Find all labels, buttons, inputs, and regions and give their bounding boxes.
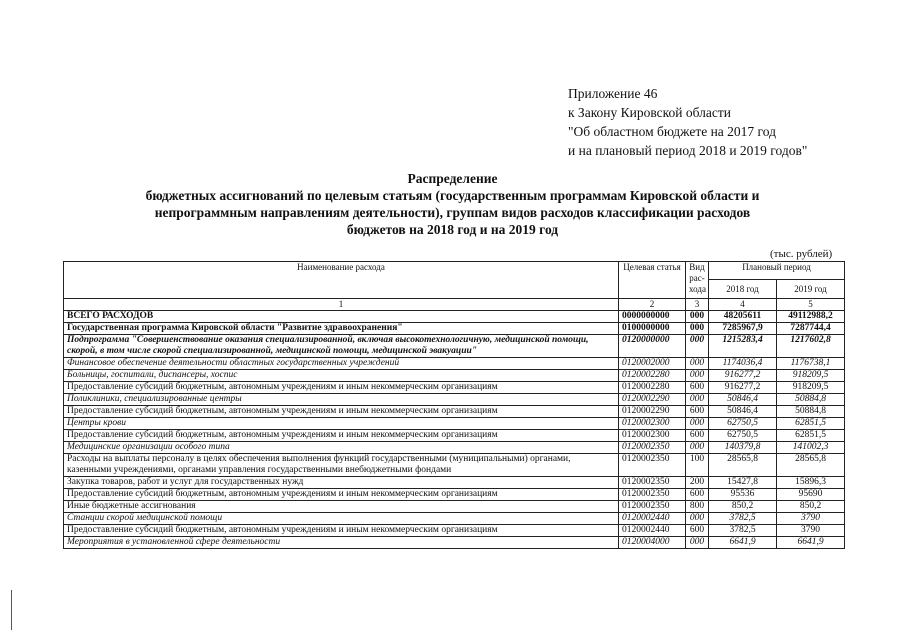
table-row bbox=[64, 394, 845, 406]
row-value-2019: 6641,9 bbox=[777, 537, 845, 549]
table-row bbox=[64, 513, 845, 525]
row-name: Подпрограмма "Совершенствование оказания специализированной, включая высокотехнологичную, медицинской помощи, скорой, в том числе скорой специализированной, медицинской помощи, медицинской эвакуации" bbox=[64, 335, 619, 358]
row-kind: 600 bbox=[686, 382, 709, 394]
table-row bbox=[64, 335, 845, 358]
row-value-2019: 918209,5 bbox=[777, 382, 845, 394]
row-kind: 000 bbox=[686, 537, 709, 549]
table-row bbox=[64, 477, 845, 489]
column-numbers-row bbox=[64, 299, 845, 311]
row-kind: 000 bbox=[686, 394, 709, 406]
row-value-2019: 1217602,8 bbox=[777, 335, 845, 358]
row-name: Предоставление субсидий бюджетным, автономным учреждениям и иным некоммерческим организациям bbox=[64, 382, 619, 394]
header-name: Наименование расхода bbox=[64, 262, 619, 299]
row-value-2019: 62851,5 bbox=[777, 430, 845, 442]
row-value-2019: 15896,3 bbox=[777, 477, 845, 489]
table-row bbox=[64, 323, 845, 335]
table-row bbox=[64, 311, 845, 323]
title-line-1: Распределение bbox=[407, 171, 498, 186]
row-name: Мероприятия в установленной сфере деятельности bbox=[64, 537, 619, 549]
budget-table bbox=[63, 261, 845, 549]
table-row bbox=[64, 501, 845, 513]
table-row bbox=[64, 537, 845, 549]
row-value-2018: 916277,2 bbox=[709, 382, 777, 394]
row-name: Предоставление субсидий бюджетным, автономным учреждениям и иным некоммерческим организациям bbox=[64, 489, 619, 501]
table-row bbox=[64, 442, 845, 454]
row-value-2018: 3782,5 bbox=[709, 513, 777, 525]
row-kind: 000 bbox=[686, 311, 709, 323]
row-kind: 000 bbox=[686, 358, 709, 370]
row-value-2018: 48205611 bbox=[709, 311, 777, 323]
row-kind: 100 bbox=[686, 454, 709, 477]
row-article: 0120002280 bbox=[619, 382, 686, 394]
row-value-2019: 7287744,4 bbox=[777, 323, 845, 335]
row-name: Поликлиники, специализированные центры bbox=[64, 394, 619, 406]
row-value-2019: 141002,3 bbox=[777, 442, 845, 454]
appendix-block bbox=[568, 84, 807, 160]
row-name: ВСЕГО РАСХОДОВ bbox=[64, 311, 619, 323]
table-row bbox=[64, 525, 845, 537]
row-article: 0120004000 bbox=[619, 537, 686, 549]
row-value-2018: 7285967,9 bbox=[709, 323, 777, 335]
row-kind: 200 bbox=[686, 477, 709, 489]
header-article: Целевая статья bbox=[619, 262, 686, 299]
row-value-2018: 850,2 bbox=[709, 501, 777, 513]
table-row bbox=[64, 454, 845, 477]
row-name: Финансовое обеспечение деятельности областных государственных учреждений bbox=[64, 358, 619, 370]
appendix-line-2: к Закону Кировской области bbox=[568, 105, 732, 120]
row-name: Медицинские организации особого типа bbox=[64, 442, 619, 454]
table-row bbox=[64, 418, 845, 430]
row-value-2019: 28565,8 bbox=[777, 454, 845, 477]
appendix-line-3: "Об областном бюджете на 2017 год bbox=[568, 124, 776, 139]
row-article: 0120002350 bbox=[619, 454, 686, 477]
col-number-5: 5 bbox=[777, 299, 845, 311]
col-number-2: 2 bbox=[619, 299, 686, 311]
row-kind: 000 bbox=[686, 335, 709, 358]
row-article: 0120002350 bbox=[619, 477, 686, 489]
row-value-2019: 3790 bbox=[777, 525, 845, 537]
row-article: 0120002290 bbox=[619, 394, 686, 406]
row-kind: 000 bbox=[686, 513, 709, 525]
table-row bbox=[64, 358, 845, 370]
row-name: Предоставление субсидий бюджетным, автономным учреждениям и иным некоммерческим организациям bbox=[64, 406, 619, 418]
row-value-2019: 50884,8 bbox=[777, 394, 845, 406]
row-name: Предоставление субсидий бюджетным, автономным учреждениям и иным некоммерческим организациям bbox=[64, 430, 619, 442]
row-value-2018: 95536 bbox=[709, 489, 777, 501]
row-value-2018: 916277,2 bbox=[709, 370, 777, 382]
row-article: 0120002300 bbox=[619, 418, 686, 430]
appendix-line-4: и на плановый период 2018 и 2019 годов" bbox=[568, 143, 808, 158]
col-number-1: 1 bbox=[64, 299, 619, 311]
row-value-2019: 50884,8 bbox=[777, 406, 845, 418]
row-kind: 000 bbox=[686, 323, 709, 335]
row-value-2019: 918209,5 bbox=[777, 370, 845, 382]
row-value-2019: 1176738,1 bbox=[777, 358, 845, 370]
row-kind: 000 bbox=[686, 442, 709, 454]
row-value-2019: 95690 bbox=[777, 489, 845, 501]
row-name: Центры крови bbox=[64, 418, 619, 430]
row-article: 0120002440 bbox=[619, 525, 686, 537]
row-value-2019: 850,2 bbox=[777, 501, 845, 513]
row-article: 0120002280 bbox=[619, 370, 686, 382]
document-title bbox=[0, 170, 905, 238]
title-line-2: бюджетных ассигнований по целевым статьям (государственным программам Кировской области и bbox=[145, 188, 760, 203]
col-number-4: 4 bbox=[709, 299, 777, 311]
row-kind: 800 bbox=[686, 501, 709, 513]
row-value-2018: 1174036,4 bbox=[709, 358, 777, 370]
row-value-2018: 28565,8 bbox=[709, 454, 777, 477]
row-kind: 600 bbox=[686, 525, 709, 537]
row-value-2018: 15427,8 bbox=[709, 477, 777, 489]
row-value-2018: 140379,8 bbox=[709, 442, 777, 454]
row-article: 0120002350 bbox=[619, 442, 686, 454]
row-value-2018: 3782,5 bbox=[709, 525, 777, 537]
row-article: 0120002000 bbox=[619, 358, 686, 370]
row-name: Больницы, госпитали, диспансеры, хоспис bbox=[64, 370, 619, 382]
row-name: Закупка товаров, работ и услуг для государственных нужд bbox=[64, 477, 619, 489]
row-article: 0120002290 bbox=[619, 406, 686, 418]
row-value-2018: 62750,5 bbox=[709, 430, 777, 442]
table-row bbox=[64, 382, 845, 394]
row-value-2018: 6641,9 bbox=[709, 537, 777, 549]
table-row bbox=[64, 370, 845, 382]
row-value-2018: 50846,4 bbox=[709, 394, 777, 406]
row-kind: 000 bbox=[686, 370, 709, 382]
row-article: 0120002350 bbox=[619, 501, 686, 513]
row-name: Предоставление субсидий бюджетным, автономным учреждениям и иным некоммерческим организациям bbox=[64, 525, 619, 537]
row-article: 0120000000 bbox=[619, 335, 686, 358]
row-value-2019: 62851,5 bbox=[777, 418, 845, 430]
appendix-line-1: Приложение 46 bbox=[568, 86, 658, 101]
table-row bbox=[64, 489, 845, 501]
row-kind: 000 bbox=[686, 418, 709, 430]
header-2019: 2019 год bbox=[777, 280, 845, 299]
row-value-2019: 3790 bbox=[777, 513, 845, 525]
header-period: Плановый период bbox=[709, 262, 845, 280]
row-name: Станции скорой медицинской помощи bbox=[64, 513, 619, 525]
row-name: Расходы на выплаты персоналу в целях обеспечения выполнения функций государственными (муниципальными) органами, казенными учреждениями, органами управления государственными внебюджетными фондами bbox=[64, 454, 619, 477]
row-name: Государственная программа Кировской области "Развитие здравоохранения" bbox=[64, 323, 619, 335]
row-article: 0120002350 bbox=[619, 489, 686, 501]
col-number-3: 3 bbox=[686, 299, 709, 311]
row-article: 0120002440 bbox=[619, 513, 686, 525]
row-name: Иные бюджетные ассигнования bbox=[64, 501, 619, 513]
title-line-3: непрограммным направлениям деятельности), группам видов расходов классификации расходов bbox=[154, 205, 751, 220]
row-kind: 600 bbox=[686, 489, 709, 501]
header-row bbox=[64, 262, 845, 280]
row-kind: 600 bbox=[686, 406, 709, 418]
left-margin-line bbox=[11, 590, 12, 630]
title-line-4: бюджетов на 2018 год и на 2019 год bbox=[346, 222, 559, 237]
table-row bbox=[64, 406, 845, 418]
table-row bbox=[64, 430, 845, 442]
units-label: (тыс. рублей) bbox=[770, 248, 833, 260]
row-value-2018: 50846,4 bbox=[709, 406, 777, 418]
row-article: 0100000000 bbox=[619, 323, 686, 335]
row-article: 0120002300 bbox=[619, 430, 686, 442]
row-article: 0000000000 bbox=[619, 311, 686, 323]
header-kind: Вид рас-хода bbox=[686, 262, 709, 299]
header-2018: 2018 год bbox=[709, 280, 777, 299]
row-value-2018: 62750,5 bbox=[709, 418, 777, 430]
row-kind: 600 bbox=[686, 430, 709, 442]
row-value-2018: 1215283,4 bbox=[709, 335, 777, 358]
row-value-2019: 49112988,2 bbox=[777, 311, 845, 323]
